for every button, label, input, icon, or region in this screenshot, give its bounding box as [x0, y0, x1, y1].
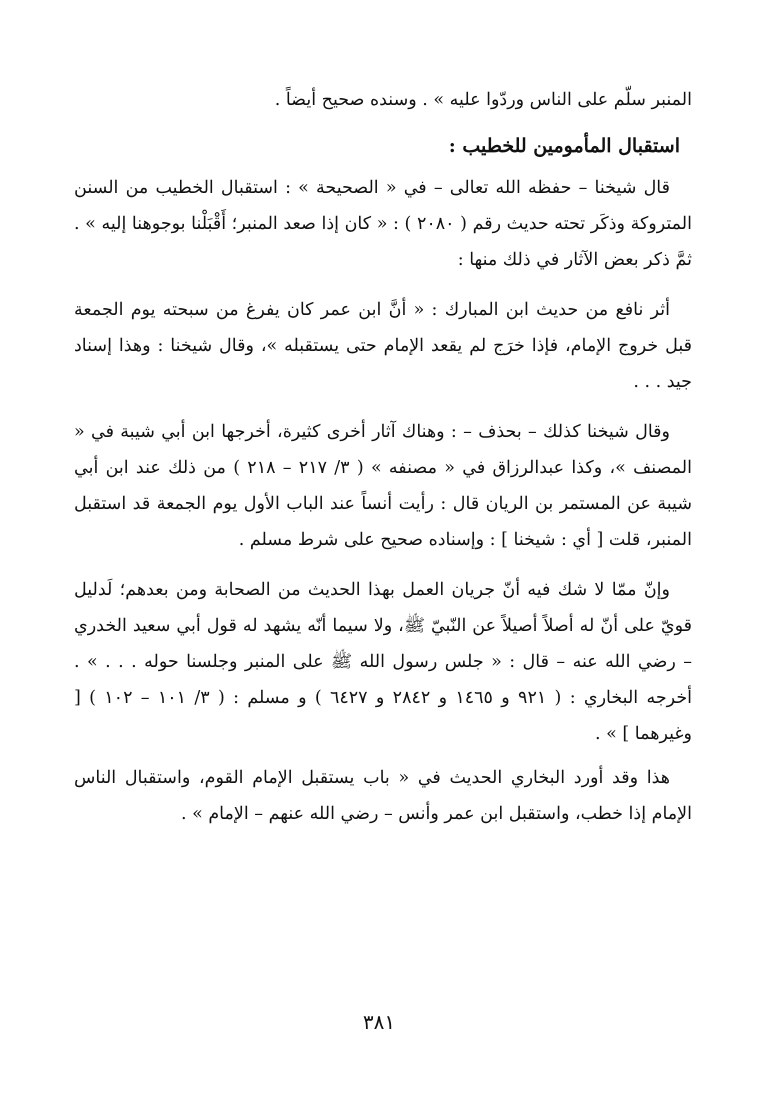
page-body [74, 78, 692, 832]
paragraph-3: وقال شيخنا كذلك – بحذف – : وهناك آثار أخرى كثيرة، أخرجها ابن أبي شيبة في « المصنف »، وكذا عبدالرزاق في « مصنفه » ( ٣/ ٢١٧ – ٢١٨ ) من ذلك عند ابن أبي شيبة عن المستمر بن الريان قال : رأيت أنساً عند الباب الأول يوم الجمعة قد استقبل المنبر، قلت [ أي : شيخنا ] : وإسناده صحيح على شرط مسلم . [74, 422, 692, 550]
paragraph-5: هذا وقد أورد البخاري الحديث في « باب يستقبل الإمام القوم، واستقبال الناس الإمام إذا خطب، واستقبل ابن عمر وأنس – رضي الله عنهم – الإمام » . [74, 768, 692, 824]
intro-line: المنبر سلّم على الناس وردّوا عليه » . وسنده صحيح أيضاً . [274, 90, 692, 110]
paragraph-1: قال شيخنا – حفظه الله تعالى – في « الصحيحة » : استقبال الخطيب من السنن المتروكة وذكَر تحته حديث رقم ( ٢٠٨٠ ) : « كان إذا صعد المنبر؛ أَقْبَلْنا بوجوهنا إليه » . ثمَّ ذكر بعض الآثار في ذلك منها : [74, 178, 692, 270]
paragraph-4: وإنّ ممّا لا شك فيه أنّ جريان العمل بهذا الحديث من الصحابة ومن بعدهم؛ لَدليل قويّ على أنّ له أصلاً أصيلاً عن النّبيّ ﷺ، ولا سيما أنّه يشهد له قول أبي سعيد الخدري – رضي الله عنه – قال : « جلس رسول الله ﷺ على المنبر وجلسنا حوله . . . » . أخرجه البخاري : ( ٩٢١ و ١٤٦٥ و ٢٨٤٢ و ٦٤٢٧ ) و مسلم : ( ٣/ ١٠١ – ١٠٢ ) [ وغيرهما ] » . [74, 580, 693, 744]
page-number: ٣٨١ [362, 1010, 396, 1034]
section-heading: استقبال المأمومين للخطيب : [448, 135, 680, 157]
paragraph-2: أثر نافع من حديث ابن المبارك : « أنَّ ابن عمر كان يفرغ من سبحته يوم الجمعة قبل خروج الإمام، فإذا خرَج لم يقعد الإمام حتى يستقبله »، وقال شيخنا : وهذا إسناد جيد . . . [74, 300, 692, 392]
